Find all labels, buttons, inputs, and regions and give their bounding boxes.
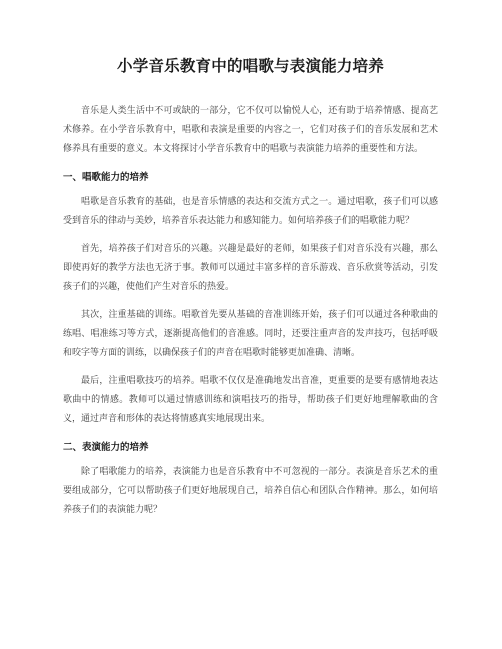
singing-paragraph-1: 唱歌是音乐教育的基础，也是音乐情感的表达和交流方式之一。通过唱歌，孩子们可以感受到音乐的律动与美妙，培养音乐表达能力和感知能力。如何培养孩子们的唱歌能力呢？ bbox=[63, 197, 438, 226]
singing-paragraph-4: 最后，注重唱歌技巧的培养。唱歌不仅仅是准确地发出音准，更重要的是要有感情地表达歌曲中的情感。教师可以通过情感训练和演唱技巧的指导，帮助孩子们更好地理解歌曲的含义，通过声音和形体的表达将情感真实地展现出来。 bbox=[63, 376, 438, 424]
section-heading-performance: 二、表演能力的培养 bbox=[63, 442, 149, 453]
performance-paragraph-1: 除了唱歌能力的培养，表演能力也是音乐教育中不可忽视的一部分。表演是音乐艺术的重要组成部分，它可以帮助孩子们更好地展现自己，培养自信心和团队合作精神。那么，如何培养孩子们的表演能力呢？ bbox=[63, 467, 438, 515]
document-title: 小学音乐教育中的唱歌与表演能力培养 bbox=[117, 57, 384, 75]
singing-paragraph-2: 首先，培养孩子们对音乐的兴趣。兴趣是最好的老师，如果孩子们对音乐没有兴趣，那么即使再好的教学方法也无济于事。教师可以通过丰富多样的音乐游戏、音乐欣赏等活动，引发孩子们的兴趣，使他们产生对音乐的热爱。 bbox=[63, 244, 438, 292]
singing-paragraph-3: 其次，注重基础的训练。唱歌首先要从基础的音准训练开始，孩子们可以通过各种歌曲的练唱、唱准练习等方式，逐渐提高他们的音准感。同时，还要注重声音的发声技巧，包括呼吸和咬字等方面的训练，以确保孩子们的声音在唱歌时能够更加准确、清晰。 bbox=[63, 310, 438, 358]
section-heading-singing: 一、唱歌能力的培养 bbox=[63, 172, 149, 183]
intro-paragraph: 音乐是人类生活中不可或缺的一部分，它不仅可以愉悦人心，还有助于培养情感、提高艺术修养。在小学音乐教育中，唱歌和表演是重要的内容之一，它们对孩子们的音乐发展和艺术修养具有重要的意义。本文将探讨小学音乐教育中的唱歌与表演能力培养的重要性和方法。 bbox=[63, 106, 438, 154]
